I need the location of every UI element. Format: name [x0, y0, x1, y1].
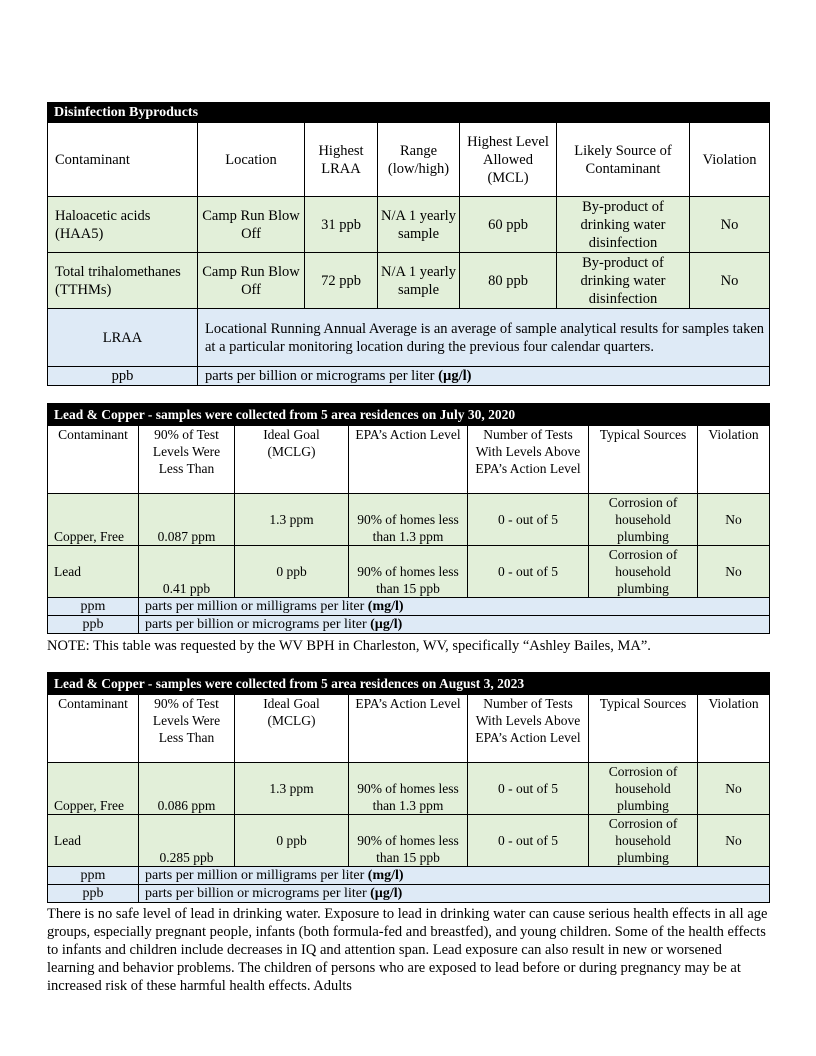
definition-row	[48, 367, 770, 386]
definition-unit: (µg/l)	[370, 617, 403, 632]
range-cell: N/A 1 yearly sample	[378, 197, 460, 253]
violation-cell: No	[698, 494, 770, 546]
definition-text-plain: parts per billion or micrograms per liter	[205, 368, 435, 384]
definition-term: LRAA	[48, 309, 198, 367]
column-header: 90% of Test Levels Were Less Than	[139, 426, 235, 494]
definition-text	[139, 598, 770, 616]
source-cell: By-product of drinking water disinfection	[557, 197, 690, 253]
table-row	[48, 546, 770, 598]
definition-term: ppb	[48, 616, 139, 634]
definition-term: ppb	[48, 367, 198, 386]
column-header: Likely Source of Contaminant	[557, 123, 690, 197]
contaminant-cell: Lead	[48, 815, 139, 867]
disinfection-byproducts-table	[47, 102, 770, 386]
column-header: Highest LRAA	[305, 123, 378, 197]
range-cell: N/A 1 yearly sample	[378, 253, 460, 309]
violation-cell: No	[698, 546, 770, 598]
definition-row	[48, 598, 770, 616]
column-header: EPA’s Action Level	[349, 695, 468, 763]
table-row	[48, 763, 770, 815]
contaminant-cell: Copper, Free	[48, 494, 139, 546]
table-title: Lead & Copper - samples were collected from 5 area residences on July 30, 2020	[48, 404, 770, 426]
table-row	[48, 253, 770, 309]
column-header: Highest Level Allowed (MCL)	[460, 123, 557, 197]
definition-term: ppb	[48, 885, 139, 903]
definition-unit: (mg/l)	[367, 599, 404, 614]
column-header: Violation	[698, 695, 770, 763]
definition-row	[48, 885, 770, 903]
column-header: Typical Sources	[589, 426, 698, 494]
violation-cell: No	[690, 253, 770, 309]
percentile-cell: 0.086 ppm	[139, 763, 235, 815]
contaminant-cell: Copper, Free	[48, 763, 139, 815]
violation-cell: No	[698, 815, 770, 867]
lead-copper-2023-table	[47, 672, 770, 903]
definition-row	[48, 309, 770, 367]
table-row	[48, 815, 770, 867]
table-title: Lead & Copper - samples were collected from 5 area residences on August 3, 2023	[48, 673, 770, 695]
column-header: Violation	[698, 426, 770, 494]
definition-text-plain: parts per billion or micrograms per liter	[145, 617, 367, 632]
goal-cell: 0 ppb	[235, 546, 349, 598]
definition-text	[139, 885, 770, 903]
column-header: EPA’s Action Level	[349, 426, 468, 494]
tests-cell: 0 - out of 5	[468, 815, 589, 867]
action-level-cell: 90% of homes less than 1.3 ppm	[349, 763, 468, 815]
definition-text-plain: parts per million or milligrams per liter	[145, 599, 365, 614]
percentile-cell: 0.41 ppb	[139, 546, 235, 598]
definition-term: ppm	[48, 867, 139, 885]
column-header: Typical Sources	[589, 695, 698, 763]
table-note: NOTE: This table was requested by the WV BPH in Charleston, WV, specifically “Ashley Bailes, MA”.	[47, 638, 651, 654]
contaminant-cell: Haloacetic acids (HAA5)	[48, 197, 198, 253]
location-cell: Camp Run Blow Off	[198, 253, 305, 309]
definition-row	[48, 616, 770, 634]
column-header: Violation	[690, 123, 770, 197]
column-header: Contaminant	[48, 123, 198, 197]
definition-text	[139, 616, 770, 634]
definition-row	[48, 867, 770, 885]
source-cell: Corrosion of household plumbing	[589, 815, 698, 867]
source-cell: Corrosion of household plumbing	[589, 546, 698, 598]
column-header: 90% of Test Levels Were Less Than	[139, 695, 235, 763]
mcl-cell: 80 ppb	[460, 253, 557, 309]
column-header: Number of Tests With Levels Above EPA’s Action Level	[468, 695, 589, 763]
location-cell: Camp Run Blow Off	[198, 197, 305, 253]
contaminant-cell: Lead	[48, 546, 139, 598]
mcl-cell: 60 ppb	[460, 197, 557, 253]
tests-cell: 0 - out of 5	[468, 494, 589, 546]
goal-cell: 1.3 ppm	[235, 494, 349, 546]
lead-health-paragraph: There is no safe level of lead in drinking water. Exposure to lead in drinking water can cause serious health effects in all age groups, especially pregnant people, infants (both formula-fed and breastfed), and young children. Some of the health effects to infants and children include decreases in IQ and attention span. Lead exposure can also result in new or worsened learning and behavior problems. The children of persons who are exposed to lead before or during pregnancy may be at increased risk of these harmful health effects. Adults	[47, 906, 768, 994]
goal-cell: 0 ppb	[235, 815, 349, 867]
tests-cell: 0 - out of 5	[468, 546, 589, 598]
source-cell: Corrosion of household plumbing	[589, 763, 698, 815]
action-level-cell: 90% of homes less than 1.3 ppm	[349, 494, 468, 546]
goal-cell: 1.3 ppm	[235, 763, 349, 815]
column-header: Ideal Goal (MCLG)	[235, 695, 349, 763]
definition-text	[198, 367, 770, 386]
column-header: Number of Tests With Levels Above EPA’s Action Level	[468, 426, 589, 494]
definition-text-plain: parts per billion or micrograms per liter	[145, 886, 367, 901]
column-header: Contaminant	[48, 695, 139, 763]
definition-unit: (mg/l)	[367, 868, 404, 883]
table-row	[48, 494, 770, 546]
action-level-cell: 90% of homes less than 15 ppb	[349, 546, 468, 598]
violation-cell: No	[690, 197, 770, 253]
column-header: Contaminant	[48, 426, 139, 494]
definition-text-plain: parts per million or milligrams per liter	[145, 868, 365, 883]
source-cell: By-product of drinking water disinfection	[557, 253, 690, 309]
definition-text	[139, 867, 770, 885]
percentile-cell: 0.285 ppb	[139, 815, 235, 867]
tests-cell: 0 - out of 5	[468, 763, 589, 815]
percentile-cell: 0.087 ppm	[139, 494, 235, 546]
definition-unit: (µg/l)	[370, 886, 403, 901]
column-header: Range (low/high)	[378, 123, 460, 197]
definition-term: ppm	[48, 598, 139, 616]
lraa-cell: 72 ppb	[305, 253, 378, 309]
source-cell: Corrosion of household plumbing	[589, 494, 698, 546]
lead-copper-2020-table	[47, 403, 770, 634]
table-row	[48, 197, 770, 253]
definition-unit: (µg/l)	[438, 368, 472, 384]
violation-cell: No	[698, 763, 770, 815]
column-header: Ideal Goal (MCLG)	[235, 426, 349, 494]
table-title: Disinfection Byproducts	[48, 103, 770, 123]
definition-text: Locational Running Annual Average is an average of sample analytical results for samples taken at a particular monitoring location during the previous four calendar quarters.	[198, 309, 770, 367]
lraa-cell: 31 ppb	[305, 197, 378, 253]
column-header: Location	[198, 123, 305, 197]
contaminant-cell: Total trihalomethanes (TTHMs)	[48, 253, 198, 309]
action-level-cell: 90% of homes less than 15 ppb	[349, 815, 468, 867]
